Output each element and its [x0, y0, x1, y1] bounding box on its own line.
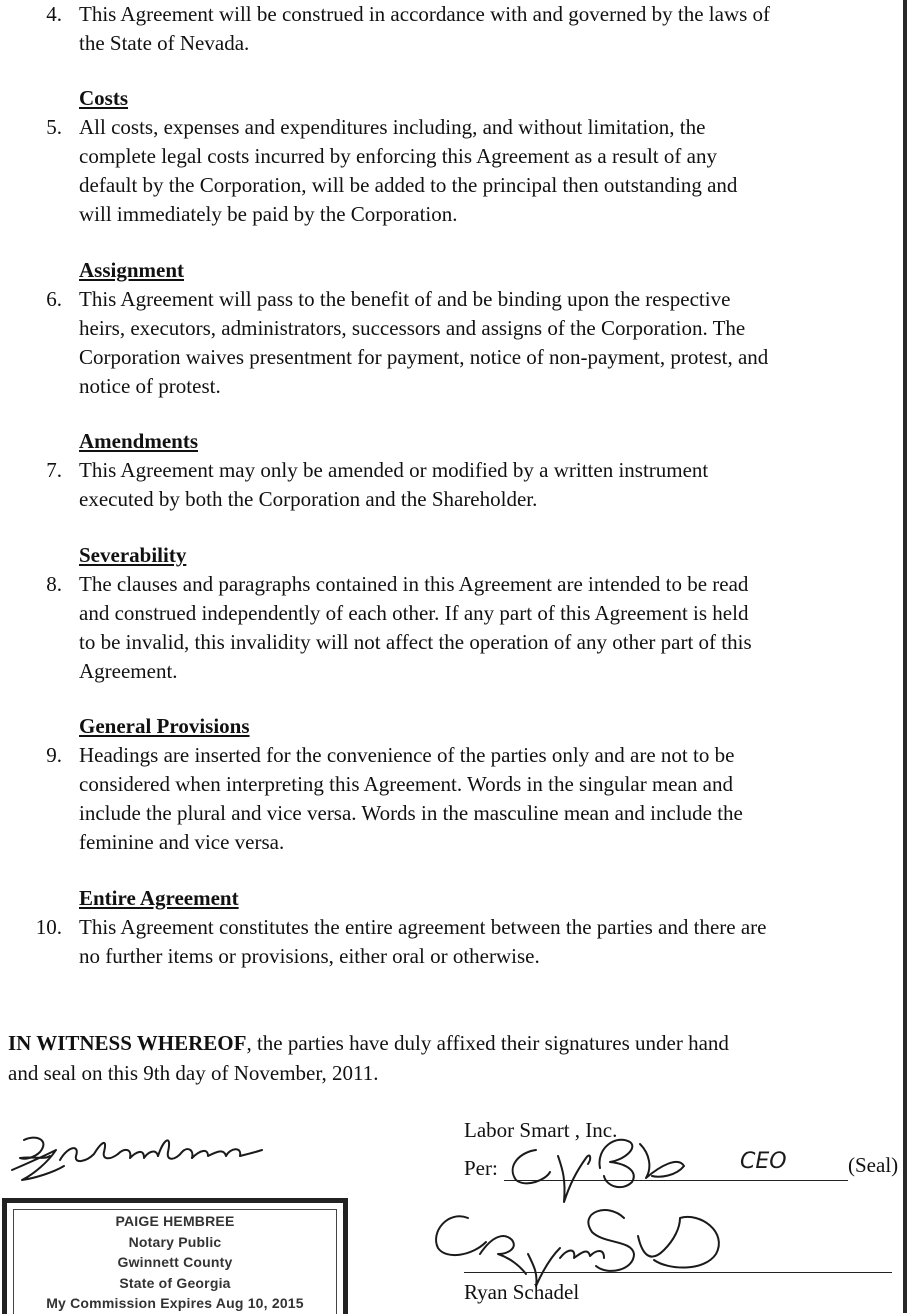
notary-county: Gwinnett County [117, 1254, 233, 1270]
clause-heading: Amendments [79, 429, 198, 453]
clause-number: 10. [35, 915, 62, 939]
notary-state: State of Georgia [119, 1274, 231, 1291]
clause-heading: General Provisions [79, 714, 250, 738]
notary-name: PAIGE HEMBREE [115, 1213, 235, 1229]
clause-number: 4. [46, 2, 62, 26]
notary-stamp-text [7, 1211, 343, 1314]
clause-heading: Costs [79, 86, 129, 110]
signer-name: Ryan Schadel [464, 1280, 580, 1304]
clause-text: The clauses and paragraphs contained in this Agreement are intended to be read and construed independently of each other. If any part of this Agreement is held to be invalid, this invalidity will not affect the operation of any other part of this Agreement. [79, 572, 752, 683]
notary-stamp [2, 1198, 348, 1314]
clause-text: Headings are inserted for the convenience of the parties only and are not to be considered when interpreting this Agreement. Words in the singular mean and include the plural and vice versa. Words in the masculine mean and include the feminine and vice versa. [79, 743, 743, 854]
seal-label: (Seal) [848, 1153, 899, 1177]
per-label: Per: [464, 1156, 498, 1180]
witness-lead: IN WITNESS WHEREOF [8, 1031, 247, 1055]
name-line [464, 1272, 892, 1273]
witness-paragraph [8, 1028, 898, 1088]
witness-text: , the parties have duly affixed their signatures under hand and seal on this 9th day of November, 2011. [8, 1031, 729, 1085]
clause-number: 8. [46, 572, 62, 596]
clause-number: 5. [46, 115, 62, 139]
signer-signature [428, 1196, 748, 1292]
clause-text: This Agreement may only be amended or modified by a written instrument executed by both the Corporation and the Shareholder. [79, 458, 709, 511]
clause-number: 6. [46, 287, 62, 311]
company-name: Labor Smart , Inc. [464, 1118, 618, 1142]
notary-signature [4, 1126, 274, 1196]
clause-number: 7. [46, 458, 62, 482]
clause-heading: Assignment [79, 258, 185, 282]
notary-title: Notary Public [128, 1233, 222, 1250]
officer-title-handwritten: CEO [740, 1149, 787, 1174]
clause-heading: Entire Agreement [79, 886, 239, 910]
notary-commission: My Commission Expires Aug 10, 2015 [46, 1295, 304, 1311]
clause-text: This Agreement will be construed in accordance with and governed by the laws of the State of Nevada. [79, 2, 771, 55]
clause-text: All costs, expenses and expenditures including, and without limitation, the complete legal costs incurred by enforcing this Agreement as a result of any default by the Corporation, will be added to the principal then outstanding and will immediately be paid by the Corporation. [79, 115, 738, 226]
clause-text: This Agreement constitutes the entire agreement between the parties and there are no further items or provisions, either oral or otherwise. [79, 915, 767, 968]
clause-number: 9. [46, 743, 62, 767]
clause-heading: Severability [79, 543, 187, 567]
clause-text: This Agreement will pass to the benefit of and be binding upon the respective heirs, executors, administrators, successors and assigns of the Corporation. The Corporation waives presentment for payment, notice of non-payment, protest, and notice of protest. [79, 287, 769, 398]
